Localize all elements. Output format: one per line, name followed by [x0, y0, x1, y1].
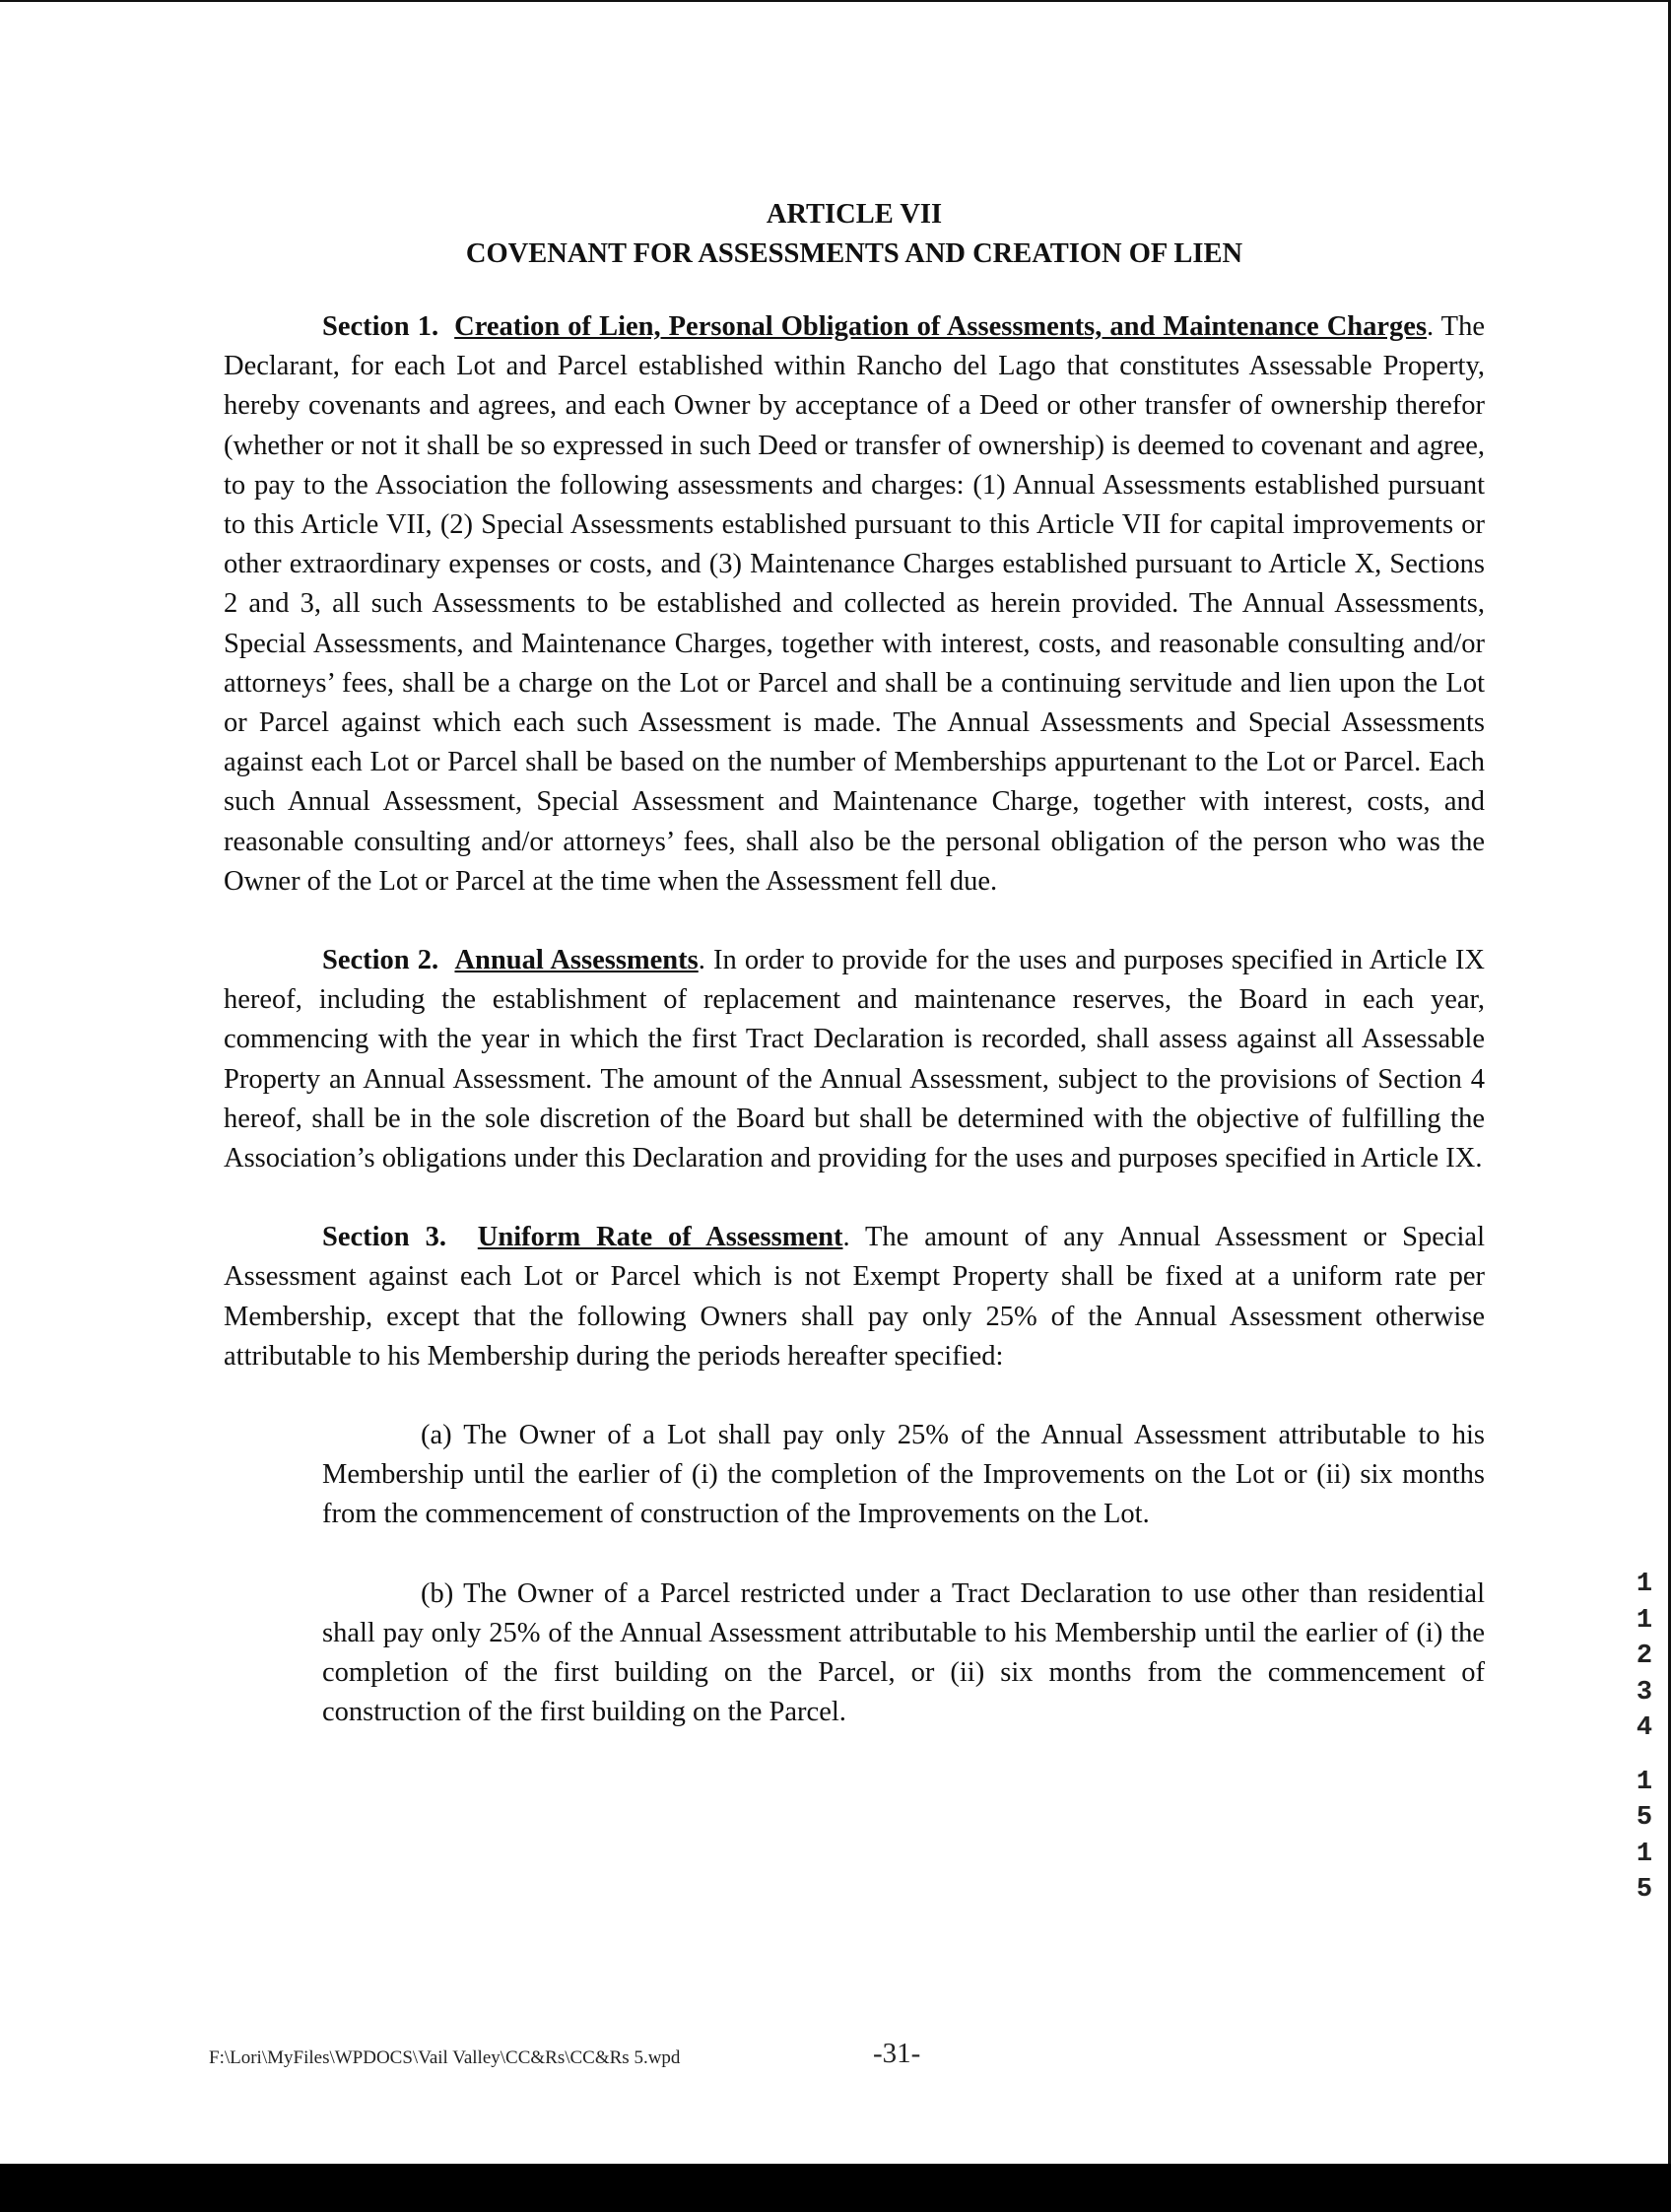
page-number: -31- [873, 2038, 921, 2069]
section-3-subsection-a [322, 1416, 1485, 1535]
section-1-body: . The Declarant, for each Lot and Parcel established within Rancho del Lago that constitutes Assessable Property, hereby covenants and agrees, and each Owner by acceptance of a Deed or other transfer of ownership therefor (whether or not it shall be so expressed in such Deed or transfer of ownership) is deemed to covenant and agree, to pay to the Association the following assessments and charges: (1) Annual Assessments established pursuant to this Article VII, (2) Special Assessments established pursuant to this Article VII for capital improvements or other extraordinary expenses or costs, and (3) Maintenance Charges established pursuant to Article X, Sections 2 and 3, all such Assessments to be established and collected as herein provided. The Annual Assessments, Special Assessments, and Maintenance Charges, together with interest, costs, and reasonable consulting and/or attorneys’ fees, shall be a charge on the Lot or Parcel and shall be a continuing servitude and lien upon the Lot or Parcel against which each such Assessment is made. The Annual Assessments and Special Assessments against each Lot or Parcel shall be based on the number of Memberships appurtenant to the Lot or Parcel. Each such Annual Assessment, Special Assessment and Maintenance Charge, together with interest, costs, and reasonable consulting and/or attorneys’ fees, shall also be the personal obligation of the person who was the Owner of the Lot or Parcel at the time when the Assessment fell due. [224, 311, 1485, 897]
stamp-digit: 1 [1636, 1839, 1653, 1869]
section-3-title: Uniform Rate of Assessment [477, 1222, 843, 1253]
section-3 [224, 1218, 1485, 1376]
section-3-body: . The amount of any Annual Assessment or Special Assessment against each Lot or Parcel which is not Exempt Property shall be fixed at a uniform rate per Membership, except that the following Owners shall pay only 25% of the Annual Assessment otherwise attributable to his Membership during the periods hereafter specified: [224, 1222, 1486, 1372]
stamp-digit: 1 [1636, 1605, 1653, 1636]
stamp-digit: 5 [1636, 1803, 1653, 1833]
stamp-digit: 3 [1636, 1677, 1653, 1708]
subsection-b-text: (b) The Owner of a Parcel restricted under a Tract Declaration to use other than residential shall pay only 25% of the Annual Assessment attributable to his Membership until the earlier of (i) the completion of the first building on the Parcel, or (ii) six months from the commencement of construction of the first building on the Parcel. [322, 1577, 1485, 1728]
side-recording-stamp [1628, 1567, 1661, 1909]
section-1 [224, 307, 1485, 902]
stamp-digit: 5 [1636, 1875, 1653, 1905]
article-heading: COVENANT FOR ASSESSMENTS AND CREATION OF LIEN [465, 238, 1243, 269]
stamp-digit: 4 [1636, 1713, 1653, 1743]
document-body [224, 195, 1485, 1761]
section-2-body: . In order to provide for the uses and purposes specified in Article IX hereof, including the establishment of replacement and maintenance reserves, the Board in each year, commencing with the year in which the first Tract Declaration is recorded, shall assess against all Assessable Property an Annual Assessment. The amount of the Annual Assessment, subject to the provisions of Section 4 hereof, shall be in the sole discretion of the Board but shall be determined with the objective of fulfilling the Association’s obligations under this Declaration and providing for the uses and purposes specified in Article IX. [224, 945, 1485, 1174]
footer-file-path: F:\Lori\MyFiles\WPDOCS\Vail Valley\CC&Rs\CC&Rs 5.wpd [209, 2047, 681, 2068]
section-3-label: Section 3. [322, 1222, 446, 1253]
section-3-subsection-b [322, 1575, 1485, 1733]
stamp-digit: 1 [1636, 1570, 1653, 1599]
section-1-label: Section 1. [322, 311, 439, 342]
subsection-a-text: (a) The Owner of a Lot shall pay only 25% of the Annual Assessment attributable to his Membership until the earlier of (i) the completion of the Improvements on the Lot or (ii) six months from the commencement of construction of the Improvements on the Lot. [322, 1420, 1485, 1530]
section-2-label: Section 2. [322, 945, 439, 976]
article-number: ARTICLE VII [766, 199, 943, 230]
section-1-title: Creation of Lien, Personal Obligation of Assessments, and Maintenance Charges [454, 311, 1428, 342]
stamp-digit: 1 [1636, 1767, 1653, 1797]
section-2-title: Annual Assessments [454, 945, 699, 976]
stamp-digit: 2 [1636, 1642, 1653, 1671]
section-2 [224, 941, 1485, 1178]
stamp-gap [1628, 1747, 1661, 1765]
